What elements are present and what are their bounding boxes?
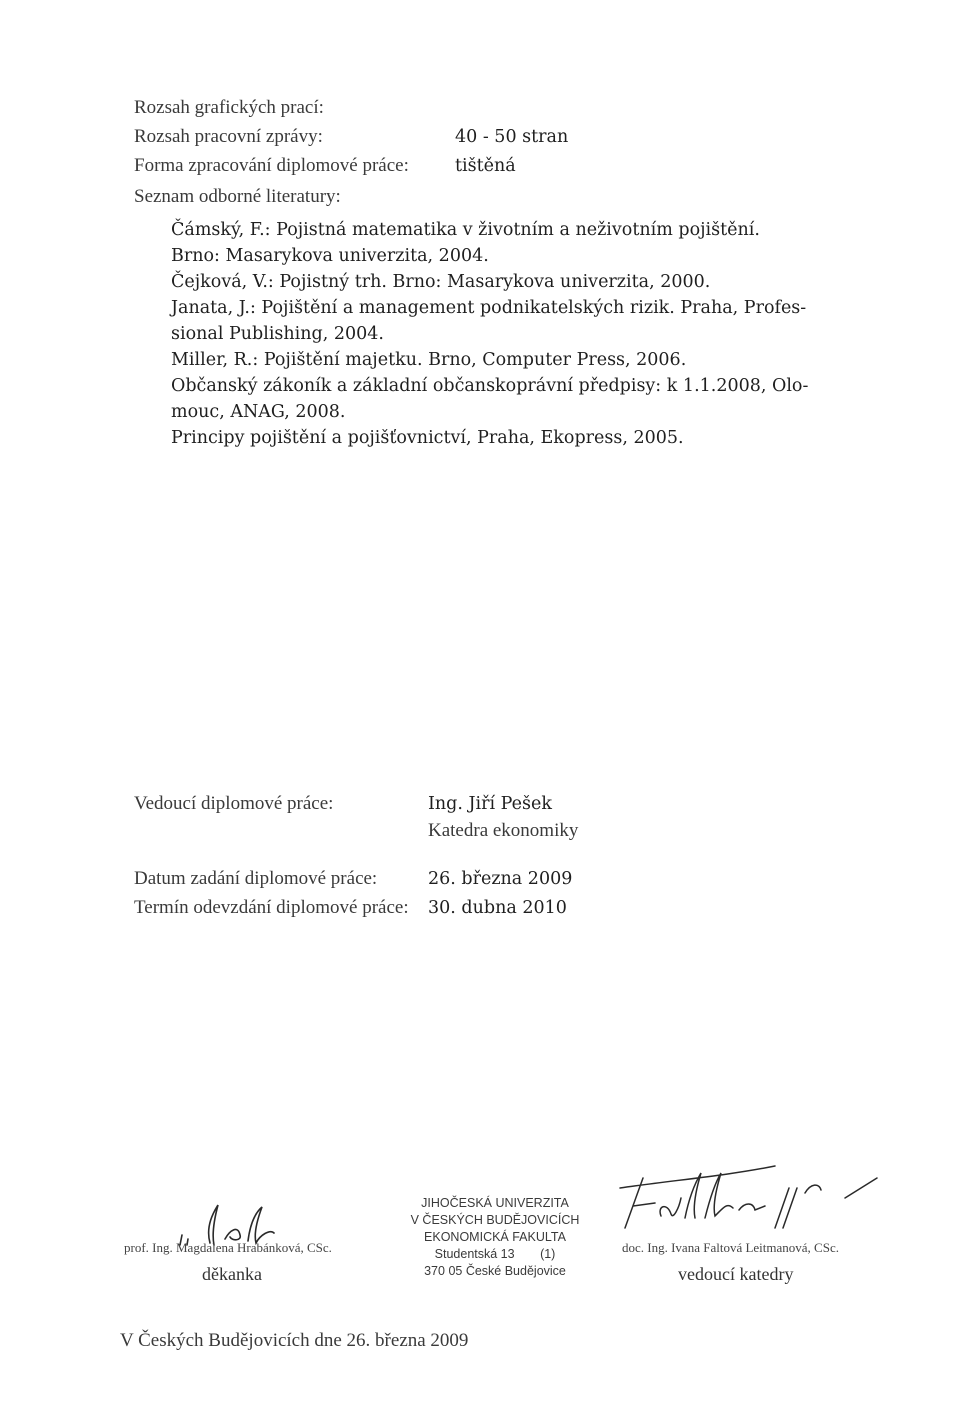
literature-line: Čejková, V.: Pojistný trh. Brno: Masarykova univerzita, 2000. bbox=[171, 272, 711, 292]
literature-line: Miller, R.: Pojištění majetku. Brno, Computer Press, 2006. bbox=[171, 350, 687, 370]
stamp-line: V ČESKÝCH BUDĚJOVICÍCH bbox=[410, 1213, 580, 1227]
assigned-date-label: Datum zadání diplomové práce: bbox=[134, 868, 378, 889]
supervisor-name: Ing. Jiří Pešek bbox=[428, 794, 552, 814]
dean-role: děkanka bbox=[202, 1264, 262, 1284]
place-date: V Českých Budějovicích dne 26. března 2009 bbox=[120, 1330, 469, 1351]
head-name: doc. Ing. Ivana Faltová Leitmanová, CSc. bbox=[622, 1240, 839, 1255]
head-role: vedoucí katedry bbox=[678, 1264, 794, 1284]
due-date-value: 30. dubna 2010 bbox=[428, 898, 567, 918]
thesis-form-value: tištěná bbox=[455, 156, 516, 176]
report-scope-value: 40 - 50 stran bbox=[455, 127, 569, 147]
supervisor-department: Katedra ekonomiky bbox=[428, 820, 579, 841]
literature-line: Čámský, F.: Pojistná matematika v životním a neživotním pojištění. bbox=[171, 220, 760, 240]
literature-line: Principy pojištění a pojišťovnictví, Praha, Ekopress, 2005. bbox=[171, 428, 684, 448]
stamp-line: EKONOMICKÁ FAKULTA bbox=[424, 1230, 566, 1244]
graphics-scope-label: Rozsah grafických prací: bbox=[134, 97, 324, 118]
supervisor-label: Vedoucí diplomové práce: bbox=[134, 793, 334, 814]
stamp-mark: (1) bbox=[540, 1247, 556, 1261]
thesis-form-label: Forma zpracování diplomové práce: bbox=[134, 155, 409, 176]
due-date-label: Termín odevzdání diplomové práce: bbox=[134, 897, 409, 918]
stamp-line: 370 05 České Budějovice bbox=[424, 1264, 566, 1278]
literature-line: mouc, ANAG, 2008. bbox=[171, 402, 346, 422]
literature-line: Občanský zákoník a základní občanskoprávní předpisy: k 1.1.2008, Olo- bbox=[171, 376, 809, 396]
head-signature bbox=[615, 1158, 895, 1248]
literature-line: Janata, J.: Pojištění a management podnikatelských rizik. Praha, Profes- bbox=[171, 298, 807, 318]
literature-heading: Seznam odborné literatury: bbox=[134, 186, 341, 207]
literature-line: Brno: Masarykova univerzita, 2004. bbox=[171, 246, 489, 266]
faculty-stamp bbox=[395, 1195, 595, 1280]
assigned-date-value: 26. března 2009 bbox=[428, 869, 573, 889]
report-scope-label: Rozsah pracovní zprávy: bbox=[134, 126, 323, 147]
stamp-street: Studentská 13 bbox=[434, 1247, 515, 1261]
literature-line: sional Publishing, 2004. bbox=[171, 324, 384, 344]
stamp-line: JIHOČESKÁ UNIVERZITA bbox=[421, 1196, 569, 1210]
stamp-line bbox=[395, 1246, 595, 1263]
literature-list bbox=[171, 217, 851, 451]
dean-name: prof. Ing. Magdalena Hrabánková, CSc. bbox=[124, 1240, 332, 1255]
